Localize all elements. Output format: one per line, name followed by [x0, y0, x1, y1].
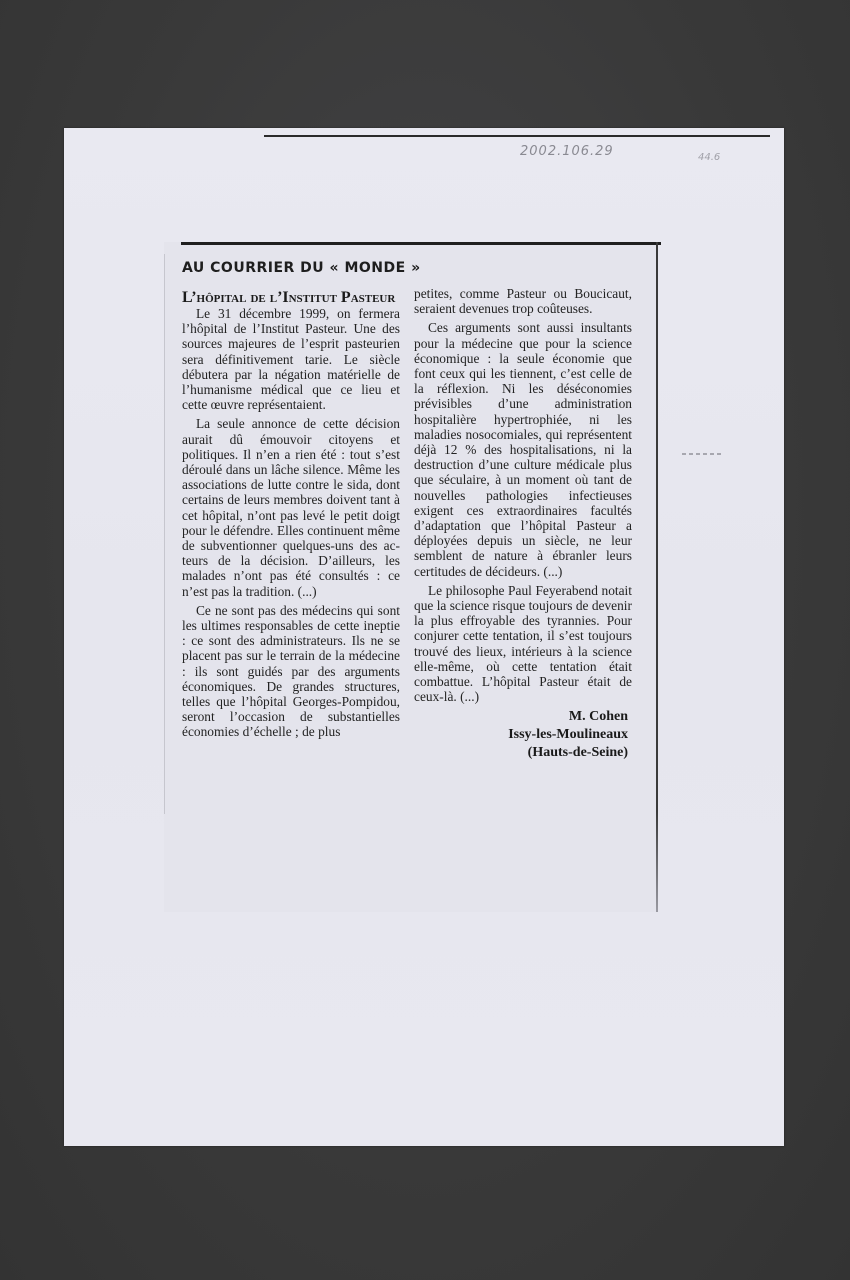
clipping-edge [164, 254, 165, 814]
paragraph: Le philosophe Paul Feyerabend notait que la science risque toujours de devenir la plus effroyable des tyrannies. Pour conjurer cette tentation, il s’est toujours trouvé des lieux, intérieurs à la science elle-même, où cette tentation était combattue. L’hôpital Pasteur était de ceux-là. (...) [414, 582, 632, 705]
newspaper-clipping [164, 242, 658, 912]
sheet-top-rule [264, 135, 770, 137]
right-column [414, 286, 632, 762]
handwritten-reference: 2002.106.29 [520, 144, 614, 159]
archival-sheet [64, 128, 784, 1146]
rubric-heading: AU COURRIER DU « MONDE » [182, 260, 421, 276]
signature-block [414, 708, 632, 762]
author-city: Issy-les-Moulineaux [508, 727, 628, 743]
left-column [182, 288, 400, 740]
handwritten-number: 44.6 [698, 152, 721, 163]
paragraph: La seule annonce de cette décision aurait dû émouvoir citoyens et politiques. Il n’en a rien été : tout s’est déroulé dans un lâche silence. Même les associations de lutte contre le sida, dont certains de leurs membres doivent tant à cet hôpital, n’ont pas levé le petit doigt pour le défendre. Elles continuent même de subventionner quelques-uns des acteurs de la décision. D’ailleurs, les malades n’ont pas été consultés : ce n’est pas la tradition. (...) [182, 416, 400, 599]
author-name: M. Cohen [568, 709, 628, 725]
paragraph: Ce ne sont pas des médecins qui sont les ultimes responsables de cette ineptie : ce sont des administrateurs. Ils ne se placent pas sur le terrain de la médecine : ils sont guidés par des arguments économiques. De grandes structures, telles que l’hôpital Georges-Pompidou, seront l’occasion de substantielles économies d’échelle ; de plus [182, 602, 400, 740]
stray-pencil-mark [682, 453, 722, 455]
clipping-right-rule [656, 242, 658, 912]
author-department: (Hauts-de-Seine) [527, 745, 628, 761]
article-title: L’hôpital de l’Institut Pasteur [182, 289, 396, 306]
paragraph: Le 31 décembre 1999, on fermera l’hôpital de l’Institut Pasteur. Une des sources majeures de l’esprit pasteurien sera définitivement tarie. Le siècle débutera par la négation matérielle de l’humanisme médical que ce lieu et cette œuvre représentaient. [182, 306, 400, 413]
paragraph: Ces arguments sont aussi insultants pour la médecine que pour la science économique : la seule économie que font ceux qui les tiennent, c’est celle de la réflexion. Ni les déséconomies prévisibles d’une administration hospitalière hypertrophiée, ni les maladies nosocomiales, qui représentent déjà 12 % des hospitalisations, ni la destruction d’une culture médicale plus que séculaire, à un moment où tant de nouvelles pathologies infectieuses exigent ces extraordinaires facultés d’adaptation que l’hôpital Pasteur a déployées depuis un siècle, ne leur semblent de nature à ébranler leurs certitudes de décideurs. (...) [414, 320, 632, 579]
paragraph: petites, comme Pasteur ou Boucicaut, seraient devenues trop coûteuses. [414, 286, 632, 317]
clipping-top-rule [181, 242, 661, 245]
